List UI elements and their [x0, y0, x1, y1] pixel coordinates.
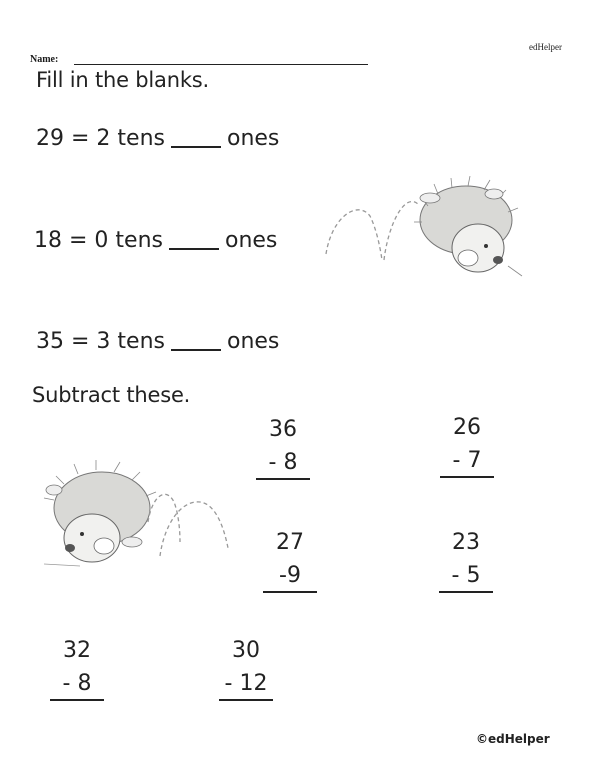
blank-row-3	[36, 329, 279, 354]
problem-4-subtrahend: - 5	[451, 563, 481, 588]
hedgehog-illustration-top	[318, 176, 533, 284]
name-label: Name:	[30, 54, 59, 65]
problem-5-answer-line[interactable]	[50, 699, 104, 701]
problem-4-minuend: 23	[452, 530, 480, 555]
blank-row-1	[36, 126, 279, 151]
fill-blanks-heading: Fill in the blanks.	[36, 68, 210, 92]
blank-row-3-right: ones	[226, 329, 280, 354]
brand-header: edHelper	[529, 42, 562, 52]
problem-1-subtrahend: - 8	[268, 450, 298, 475]
problem-5-subtrahend: - 8	[62, 671, 92, 696]
problem-6-subtrahend: - 12	[224, 671, 268, 696]
hedgehog-left-graphic	[40, 456, 240, 574]
subtraction-problem-2	[427, 414, 507, 478]
problem-2-subtrahend: - 7	[452, 448, 482, 473]
subtract-heading: Subtract these.	[32, 383, 191, 407]
problem-6-answer-line[interactable]	[219, 699, 273, 701]
subtraction-problem-5	[37, 637, 117, 701]
blank-row-2-right: ones	[224, 228, 278, 253]
copyright-footer: ©edHelper	[476, 732, 550, 746]
hedgehog-top-graphic	[318, 176, 533, 284]
blank-row-3-left: 35 = 3 tens	[36, 329, 165, 354]
subtraction-problem-4	[426, 529, 506, 593]
blank-row-1-right: ones	[226, 126, 280, 151]
blank-row-3-answer[interactable]	[171, 349, 221, 351]
hedgehog-illustration-left	[40, 456, 240, 574]
blank-row-2-answer[interactable]	[169, 248, 219, 250]
blank-row-2	[34, 228, 277, 253]
subtraction-problem-6	[206, 637, 286, 701]
problem-2-answer-line[interactable]	[440, 476, 494, 478]
subtraction-problem-1	[243, 416, 323, 480]
blank-row-2-left: 18 = 0 tens	[34, 228, 163, 253]
problem-2-minuend: 26	[453, 415, 481, 440]
problem-1-minuend: 36	[269, 417, 297, 442]
blank-row-1-answer[interactable]	[171, 146, 221, 148]
blank-row-1-left: 29 = 2 tens	[36, 126, 165, 151]
problem-3-minuend: 27	[276, 530, 304, 555]
problem-3-subtrahend: -9	[279, 563, 301, 588]
problem-4-answer-line[interactable]	[439, 591, 493, 593]
problem-3-answer-line[interactable]	[263, 591, 317, 593]
problem-1-answer-line[interactable]	[256, 478, 310, 480]
problem-6-minuend: 30	[232, 638, 260, 663]
problem-5-minuend: 32	[63, 638, 91, 663]
subtraction-problem-3	[250, 529, 330, 593]
name-line[interactable]	[74, 64, 368, 65]
